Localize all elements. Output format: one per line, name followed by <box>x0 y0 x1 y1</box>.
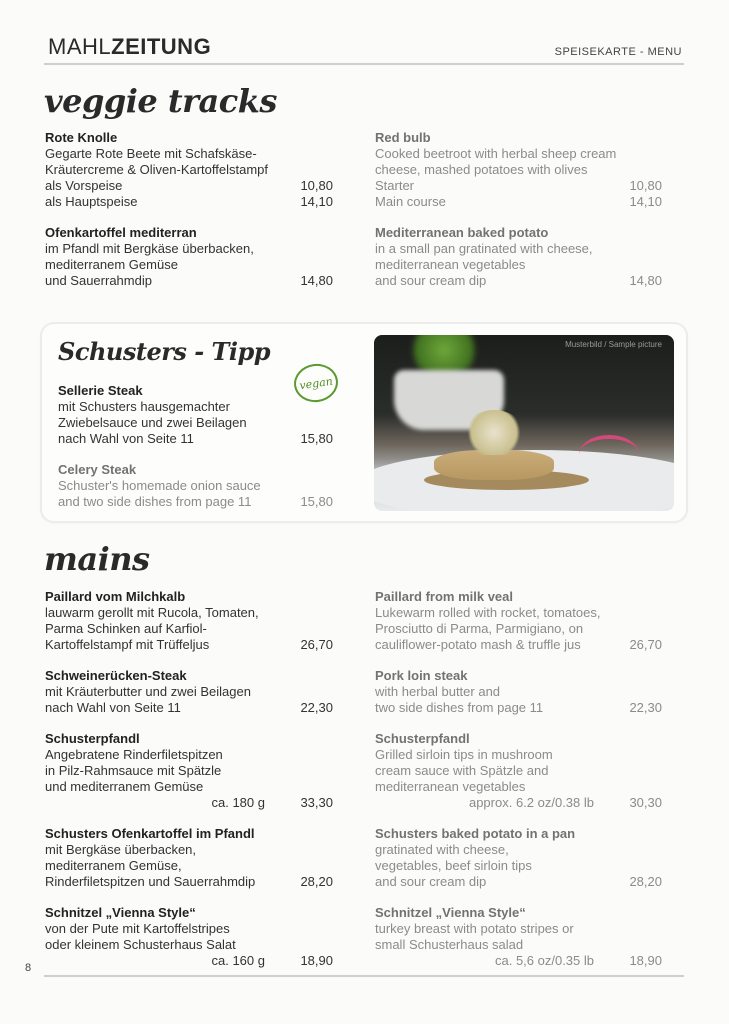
section-heading-veggie: veggie tracks <box>44 82 277 120</box>
menu-item <box>58 462 333 510</box>
menu-item-description: Lukewarm rolled with rocket, tomatoes, <box>375 605 601 620</box>
brand-bold: ZEITUNG <box>111 34 212 59</box>
menu-item-price: 15,80 <box>300 494 333 509</box>
menu-item <box>45 826 333 890</box>
brand-logo <box>48 34 211 60</box>
menu-item-description: gratinated with cheese, <box>375 842 509 857</box>
footer-divider <box>44 975 684 977</box>
menu-item-line <box>375 178 662 194</box>
menu-item-description: mediterranean vegetables <box>375 779 526 794</box>
mains-en-column <box>375 589 662 984</box>
menu-item-description: with herbal butter and <box>375 684 501 699</box>
menu-item-description: small Schusterhaus salad <box>375 937 524 952</box>
menu-item-line <box>45 842 333 858</box>
vegan-badge: vegan <box>292 361 341 405</box>
menu-item-line <box>45 621 333 637</box>
menu-item-description: Main course <box>375 194 446 209</box>
menu-item-line <box>58 399 333 415</box>
menu-item-line <box>375 273 662 289</box>
menu-item-description: Kräutercreme & Oliven-Kartoffelstampf <box>45 162 269 177</box>
menu-item-description: Starter <box>375 178 415 193</box>
menu-item-line <box>45 146 333 162</box>
page-subtitle: SPEISEKARTE - MENU <box>554 46 682 58</box>
menu-item-title: Celery Steak <box>58 462 137 477</box>
menu-item-description: and sour cream dip <box>375 273 487 288</box>
menu-item-line <box>58 478 333 494</box>
menu-item-line <box>375 700 662 716</box>
menu-item-title: Schnitzel „Vienna Style“ <box>375 905 526 920</box>
menu-item-title: Schusters baked potato in a pan <box>375 826 576 841</box>
menu-item-price: 15,80 <box>300 431 333 446</box>
menu-item-description: und Sauerrahmdip <box>45 273 152 288</box>
menu-item-title: Rote Knolle <box>45 130 118 145</box>
menu-item-description <box>45 795 212 811</box>
menu-item-price: 30,30 <box>629 795 662 810</box>
photo-caption: Musterbild / Sample picture <box>565 340 662 349</box>
menu-item-line <box>375 779 662 795</box>
menu-item-title: Paillard from milk veal <box>375 589 514 604</box>
menu-item-line <box>45 953 333 969</box>
menu-item-price: 18,90 <box>300 953 333 968</box>
menu-item-line <box>45 763 333 779</box>
menu-item-title: Ofenkartoffel mediterran <box>45 225 197 240</box>
menu-item-line <box>375 162 662 178</box>
menu-item-description: mit Kräuterbutter und zwei Beilagen <box>45 684 251 699</box>
menu-item-description <box>45 953 212 969</box>
menu-item-description: oder kleinem Schusterhaus Salat <box>45 937 236 952</box>
menu-item-description: Cooked beetroot with herbal sheep cream <box>375 146 617 161</box>
menu-item-description: von der Pute mit Kartoffelstripes <box>45 921 230 936</box>
menu-item-line <box>45 605 333 621</box>
menu-item-title: Schusterpfandl <box>45 731 140 746</box>
menu-item <box>45 905 333 969</box>
section-heading-mains: mains <box>44 540 150 578</box>
menu-item <box>375 826 662 890</box>
menu-item-weight: approx. 6.2 oz/0.38 lb <box>468 795 594 810</box>
menu-item-description: Gegarte Rote Beete mit Schafskäse- <box>45 146 257 161</box>
menu-item-description: mediterranem Gemüse, <box>45 858 182 873</box>
menu-item-line <box>45 874 333 890</box>
menu-item-title: Paillard vom Milchkalb <box>45 589 186 604</box>
menu-item-line <box>45 684 333 700</box>
menu-item-price: 28,20 <box>300 874 333 889</box>
page-number: 8 <box>25 962 32 974</box>
menu-item <box>45 731 333 811</box>
menu-item-description: und mediterranem Gemüse <box>45 779 204 794</box>
menu-item-weight: ca. 180 g <box>211 795 265 810</box>
menu-item-line <box>45 921 333 937</box>
menu-item-description: Kartoffelstampf mit Trüffeljus <box>45 637 210 652</box>
menu-item-price: 26,70 <box>629 637 662 652</box>
menu-item-description: Rinderfiletspitzen und Sauerrahmdip <box>45 874 256 889</box>
menu-item-line <box>58 494 333 510</box>
menu-item-price: 26,70 <box>300 637 333 652</box>
veggie-de-column <box>45 130 333 304</box>
brand-light: MAHL <box>48 34 112 59</box>
menu-item-line <box>45 241 333 257</box>
menu-item-line <box>45 178 333 194</box>
menu-item-line <box>45 194 333 210</box>
menu-item-line <box>45 937 333 953</box>
menu-item-description: cauliflower-potato mash & truffle jus <box>375 637 581 652</box>
menu-item-line <box>58 415 333 431</box>
menu-item-description: als Hauptspeise <box>45 194 138 209</box>
menu-item-price: 14,10 <box>629 194 662 209</box>
menu-item-line <box>45 795 333 811</box>
menu-item-price: 14,10 <box>300 194 333 209</box>
menu-item-line <box>375 605 662 621</box>
menu-item-description: Grilled sirloin tips in mushroom <box>375 747 553 762</box>
menu-item-price: 22,30 <box>300 700 333 715</box>
menu-item-description: in Pilz-Rahmsauce mit Spätzle <box>45 763 222 778</box>
menu-item-line <box>375 842 662 858</box>
menu-item-description: and sour cream dip <box>375 874 487 889</box>
menu-item-description: mediterranean vegetables <box>375 257 526 272</box>
section-heading-tipp: Schusters - Tipp <box>58 337 271 366</box>
menu-item-line <box>375 194 662 210</box>
menu-item-description: in a small pan gratinated with cheese, <box>375 241 593 256</box>
menu-item <box>375 905 662 969</box>
menu-item-line <box>45 858 333 874</box>
menu-item-price: 10,80 <box>629 178 662 193</box>
menu-item <box>45 589 333 653</box>
menu-item <box>375 130 662 210</box>
menu-item-description <box>375 795 469 811</box>
menu-item-line <box>375 953 662 969</box>
menu-item-title: Sellerie Steak <box>58 383 143 398</box>
menu-item-line <box>375 684 662 700</box>
menu-item-price: 14,80 <box>300 273 333 288</box>
menu-item-description: lauwarm gerollt mit Rucola, Tomaten, <box>45 605 259 620</box>
menu-item-line <box>375 795 662 811</box>
menu-item-description: and two side dishes from page 11 <box>58 494 252 509</box>
menu-item-description: nach Wahl von Seite 11 <box>45 700 181 715</box>
menu-item-description: Parma Schinken auf Karfiol- <box>45 621 207 636</box>
mains-de-column <box>45 589 333 984</box>
menu-item-line <box>375 241 662 257</box>
menu-item-title: Schusters Ofenkartoffel im Pfandl <box>45 826 255 841</box>
menu-item-line <box>58 431 333 447</box>
menu-item-title: Pork loin steak <box>375 668 468 683</box>
menu-item-line <box>375 621 662 637</box>
menu-item-price: 22,30 <box>629 700 662 715</box>
menu-item-title: Red bulb <box>375 130 431 145</box>
menu-item-title: Mediterranean baked potato <box>375 225 549 240</box>
menu-item-description: im Pfandl mit Bergkäse überbacken, <box>45 241 254 256</box>
menu-item-price: 14,80 <box>629 273 662 288</box>
menu-item-line <box>45 747 333 763</box>
menu-item-description: vegetables, beef sirloin tips <box>375 858 532 873</box>
menu-item-line <box>375 937 662 953</box>
menu-item <box>58 383 333 447</box>
menu-item-description: mit Schusters hausgemachter <box>58 399 230 414</box>
menu-item <box>45 668 333 716</box>
menu-item-description: cream sauce with Spätzle and <box>375 763 549 778</box>
menu-item-line <box>45 637 333 653</box>
menu-item-line <box>375 257 662 273</box>
menu-item-line <box>375 874 662 890</box>
menu-item-price: 28,20 <box>629 874 662 889</box>
menu-item-weight: ca. 5,6 oz/0.35 lb <box>494 953 594 968</box>
header-divider <box>44 63 684 65</box>
menu-item-line <box>45 779 333 795</box>
menu-item-description: Angebratene Rinderfiletspitzen <box>45 747 223 762</box>
menu-item-line <box>45 273 333 289</box>
menu-item <box>375 731 662 811</box>
menu-item-description: nach Wahl von Seite 11 <box>58 431 194 446</box>
menu-item-line <box>375 146 662 162</box>
menu-item-description: Prosciutto di Parma, Parmigiano, on <box>375 621 584 636</box>
menu-item-title: Schweinerücken-Steak <box>45 668 187 683</box>
menu-item-description: mediterranem Gemüse <box>45 257 178 272</box>
menu-item <box>375 668 662 716</box>
dish-photo <box>374 335 674 511</box>
menu-item <box>45 130 333 210</box>
menu-item-title: Schusterpfandl <box>375 731 470 746</box>
menu-item-line <box>375 747 662 763</box>
menu-item-line <box>375 921 662 937</box>
menu-item-description: mit Bergkäse überbacken, <box>45 842 197 857</box>
menu-item-description: als Vorspeise <box>45 178 123 193</box>
menu-item-line <box>375 858 662 874</box>
menu-item-description: cheese, mashed potatoes with olives <box>375 162 588 177</box>
veggie-en-column <box>375 130 662 304</box>
menu-item <box>375 225 662 289</box>
menu-item-price: 33,30 <box>300 795 333 810</box>
menu-item-line <box>375 763 662 779</box>
menu-item-price: 18,90 <box>629 953 662 968</box>
menu-item-description: two side dishes from page 11 <box>375 700 544 715</box>
menu-item-line <box>45 257 333 273</box>
menu-item-line <box>45 162 333 178</box>
menu-item <box>375 589 662 653</box>
tipp-column <box>58 383 333 525</box>
menu-item-description: turkey breast with potato stripes or <box>375 921 574 936</box>
menu-item <box>45 225 333 289</box>
menu-item-description: Schuster's homemade onion sauce <box>58 478 261 493</box>
menu-item-description: Zwiebelsauce und zwei Beilagen <box>58 415 247 430</box>
menu-item-line <box>45 700 333 716</box>
menu-item-description <box>375 953 495 969</box>
menu-item-weight: ca. 160 g <box>211 953 265 968</box>
menu-item-title: Schnitzel „Vienna Style“ <box>45 905 196 920</box>
menu-item-line <box>375 637 662 653</box>
menu-item-price: 10,80 <box>300 178 333 193</box>
